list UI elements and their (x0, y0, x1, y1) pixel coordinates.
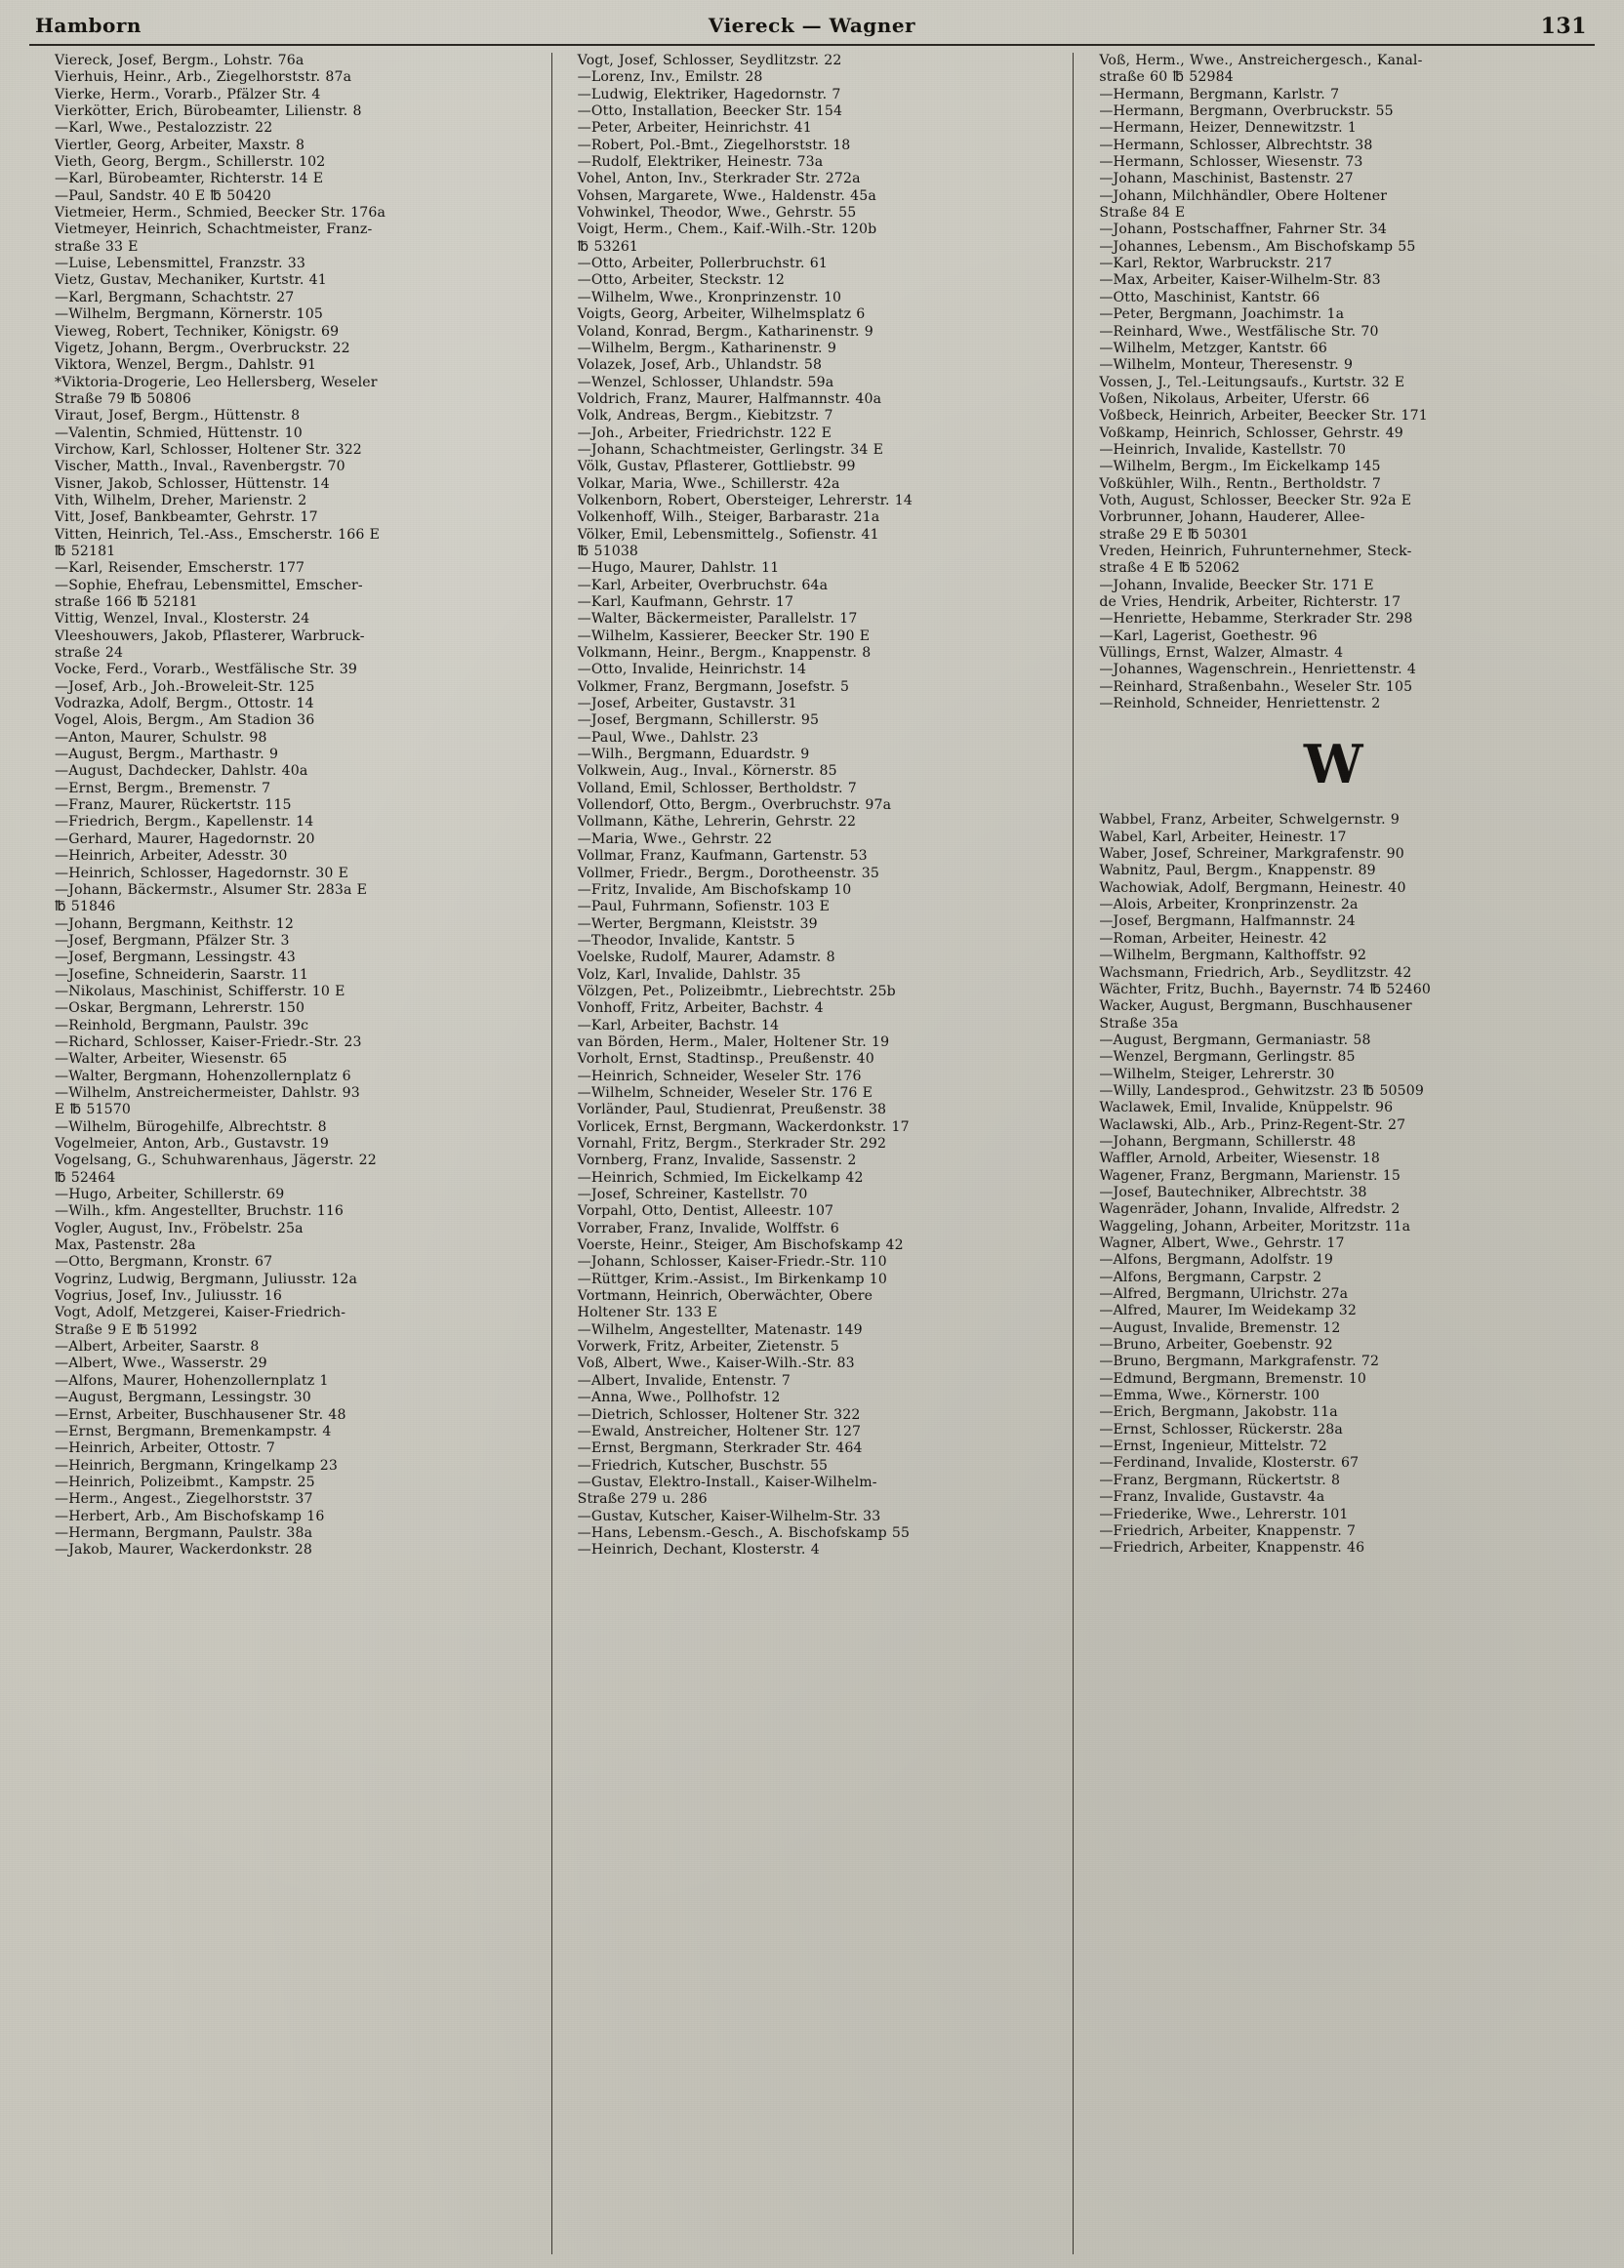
directory-entry: —Friederike, Wwe., Lehrerstr. 101 (1099, 1506, 1349, 1522)
directory-entry: Volkar, Maria, Wwe., Schillerstr. 42a (577, 475, 840, 492)
directory-entry: —Wilhelm, Kassierer, Beecker Str. 190 E (577, 628, 871, 644)
directory-entry: —Ewald, Anstreicher, Holtener Str. 127 (577, 1423, 862, 1439)
directory-entry: Vietmeyer, Heinrich, Schachtmeister, Franz- (55, 222, 373, 238)
directory-entry: —Albert, Arbeiter, Saarstr. 8 (55, 1339, 260, 1356)
directory-entry: Vollendorf, Otto, Bergm., Overbruchstr. 97a (577, 797, 892, 814)
directory-columns (29, 53, 1595, 2254)
directory-entry: —Luise, Lebensmittel, Franzstr. 33 (55, 256, 305, 272)
directory-entry: Voldrich, Franz, Maurer, Halfmannstr. 40a (577, 390, 882, 407)
directory-entry: —Edmund, Bergmann, Bremenstr. 10 (1099, 1370, 1367, 1387)
directory-entry: ℔ 51846 (55, 899, 116, 915)
directory-entry: Volazek, Josef, Arb., Uhlandstr. 58 (577, 357, 823, 374)
directory-entry: Straße 9 E ℔ 51992 (55, 1321, 198, 1338)
directory-entry: Vogrinz, Ludwig, Bergmann, Juliusstr. 12a (55, 1271, 358, 1287)
directory-entry: —Otto, Maschinist, Kantstr. 66 (1099, 289, 1320, 305)
directory-entry: Vogelsang, G., Schuhwarenhaus, Jägerstr. 22 (55, 1153, 377, 1169)
directory-entry: Viertler, Georg, Arbeiter, Maxstr. 8 (55, 137, 305, 153)
directory-entry: Wachowiak, Adolf, Bergmann, Heinestr. 40 (1099, 879, 1406, 896)
directory-column-1 (29, 53, 551, 2254)
page-header (29, 14, 1595, 47)
directory-entry: —Otto, Installation, Beecker Str. 154 (577, 103, 843, 120)
directory-entry: Vith, Wilhelm, Dreher, Marienstr. 2 (55, 492, 307, 508)
directory-entry: Vierke, Herm., Vorarb., Pfälzer Str. 4 (55, 86, 321, 102)
directory-entry: Vierhuis, Heinr., Arb., Ziegelhorststr. 87a (55, 69, 352, 86)
directory-entry: Wabnitz, Paul, Bergm., Knappenstr. 89 (1099, 863, 1376, 879)
directory-entry: —Lorenz, Inv., Emilstr. 28 (577, 69, 763, 86)
directory-entry: ℔ 52464 (55, 1169, 116, 1186)
directory-entry: —Nikolaus, Maschinist, Schifferstr. 10 E (55, 983, 345, 999)
directory-entry: —Albert, Invalide, Entenstr. 7 (577, 1372, 791, 1389)
directory-entry: Vogel, Alois, Bergm., Am Stadion 36 (55, 712, 315, 729)
page-content (29, 14, 1595, 2254)
directory-entry: Wabel, Karl, Arbeiter, Heinestr. 17 (1099, 829, 1347, 845)
directory-entry: —Heinrich, Schmied, Im Eickelkamp 42 (577, 1169, 864, 1186)
directory-entry: —Karl, Rektor, Warbruckstr. 217 (1099, 256, 1333, 272)
directory-entry: Voigts, Georg, Arbeiter, Wilhelmsplatz 6 (577, 306, 866, 323)
directory-entry: —Wilhelm, Steiger, Lehrerstr. 30 (1099, 1066, 1335, 1082)
directory-entry: —Ludwig, Elektriker, Hagedornstr. 7 (577, 86, 841, 102)
directory-entry: —Josef, Arbeiter, Gustavstr. 31 (577, 696, 797, 712)
directory-entry: Vogt, Adolf, Metzgerei, Kaiser-Friedrich- (55, 1305, 346, 1321)
directory-entry: Straße 35a (1099, 1015, 1179, 1032)
directory-entry: straße 24 (55, 645, 124, 662)
directory-entry: —Wenzel, Schlosser, Uhlandstr. 59a (577, 374, 834, 390)
directory-entry: —Wilhelm, Bergmann, Kalthoffstr. 92 (1099, 948, 1367, 964)
directory-entry: —Robert, Pol.-Bmt., Ziegelhorststr. 18 (577, 137, 851, 153)
directory-entry: Voerste, Heinr., Steiger, Am Bischofskamp 42 (577, 1237, 904, 1254)
directory-entry: —Franz, Invalide, Gustavstr. 4a (1099, 1489, 1325, 1506)
directory-column-3 (1073, 53, 1595, 2254)
directory-entry: —Johann, Schachtmeister, Gerlingstr. 34 E (577, 441, 884, 458)
directory-entry: Straße 279 u. 286 (577, 1491, 708, 1508)
directory-entry: Volkwein, Aug., Inval., Körnerstr. 85 (577, 763, 837, 780)
header-left-label: Hamborn (35, 14, 142, 37)
directory-entry: —Willy, Landesprod., Gehwitzstr. 23 ℔ 50509 (1099, 1082, 1424, 1099)
directory-entry: —Wilhelm, Anstreichermeister, Dahlstr. 93 (55, 1084, 360, 1101)
directory-entry: Waffler, Arnold, Arbeiter, Wiesenstr. 18 (1099, 1151, 1381, 1167)
directory-entry: —Wilhelm, Bergm., Im Eickelkamp 145 (1099, 459, 1381, 475)
directory-entry: Volkenhoff, Wilh., Steiger, Barbarastr. 21a (577, 509, 880, 526)
directory-entry: —Otto, Arbeiter, Steckstr. 12 (577, 272, 785, 289)
directory-entry: —Johann, Bergmann, Schillerstr. 48 (1099, 1133, 1357, 1150)
directory-entry: Vornahl, Fritz, Bergm., Sterkrader Str. 292 (577, 1136, 887, 1152)
directory-entry: Voßkühler, Wilh., Rentn., Bertholdstr. 7 (1099, 475, 1381, 492)
directory-entry: Voth, August, Schlosser, Beecker Str. 92a E (1099, 492, 1412, 508)
directory-entry: —Heinrich, Arbeiter, Ottostr. 7 (55, 1440, 275, 1457)
directory-entry: —Ernst, Bergmann, Sterkrader Str. 464 (577, 1440, 863, 1457)
directory-entry: Vorlicek, Ernst, Bergmann, Wackerdonkstr. 17 (577, 1118, 910, 1135)
directory-entry: —Alfons, Maurer, Hohenzollernplatz 1 (55, 1372, 329, 1389)
directory-entry: —Wilhelm, Angestellter, Matenastr. 149 (577, 1321, 863, 1338)
directory-entry: —Oskar, Bergmann, Lehrerstr. 150 (55, 1000, 305, 1017)
directory-entry: Viktora, Wenzel, Bergm., Dahlstr. 91 (55, 357, 317, 374)
directory-entry: —Herm., Angest., Ziegelhorststr. 37 (55, 1491, 313, 1508)
directory-entry: Wagenräder, Johann, Invalide, Alfredstr. 2 (1099, 1201, 1401, 1218)
directory-entry: —Josef, Schreiner, Kastellstr. 70 (577, 1187, 808, 1203)
directory-entry: —Ernst, Ingenieur, Mittelstr. 72 (1099, 1438, 1327, 1455)
directory-entry: Vleeshouwers, Jakob, Pflasterer, Warbruck- (55, 628, 365, 644)
directory-entry: Voß, Albert, Wwe., Kaiser-Wilh.-Str. 83 (577, 1356, 855, 1372)
directory-entry: —Ernst, Arbeiter, Buschhausener Str. 48 (55, 1406, 346, 1423)
directory-entry: —Anton, Maurer, Schulstr. 98 (55, 729, 267, 746)
directory-entry: Vocke, Ferd., Vorarb., Westfälische Str. 39 (55, 662, 357, 678)
directory-entry: —Johann, Invalide, Beecker Str. 171 E (1099, 577, 1374, 593)
directory-entry: —Max, Arbeiter, Kaiser-Wilhelm-Str. 83 (1099, 272, 1381, 289)
directory-entry: —Friedrich, Arbeiter, Knappenstr. 7 (1099, 1522, 1357, 1539)
directory-entry: —Heinrich, Arbeiter, Adesstr. 30 (55, 848, 288, 865)
directory-entry: —Franz, Maurer, Rückertstr. 115 (55, 797, 292, 814)
directory-entry: Vollmer, Friedr., Bergm., Dorotheenstr. 35 (577, 865, 879, 881)
directory-entry: Vodrazka, Adolf, Bergm., Ottostr. 14 (55, 696, 314, 712)
directory-entry: de Vries, Hendrik, Arbeiter, Richterstr. 17 (1099, 594, 1401, 610)
directory-entry: Holtener Str. 133 E (577, 1305, 718, 1321)
directory-entry: —Paul, Fuhrmann, Sofienstr. 103 E (577, 899, 831, 915)
directory-entry: —Alois, Arbeiter, Kronprinzenstr. 2a (1099, 897, 1359, 913)
directory-entry: straße 33 E (55, 238, 139, 255)
page-number: 131 (1540, 14, 1587, 39)
directory-entry: Vohsen, Margarete, Wwe., Haldenstr. 45a (577, 187, 876, 204)
directory-entry: —Heinrich, Invalide, Kastellstr. 70 (1099, 441, 1347, 458)
directory-entry: —Heinrich, Dechant, Klosterstr. 4 (577, 1542, 820, 1559)
directory-entry: —Johannes, Lebensm., Am Bischofskamp 55 (1099, 238, 1416, 255)
directory-entry: —August, Dachdecker, Dahlstr. 40a (55, 763, 308, 780)
directory-entry: —Dietrich, Schlosser, Holtener Str. 322 (577, 1406, 861, 1423)
directory-entry: straße 60 ℔ 52984 (1099, 69, 1234, 86)
directory-entry: —Albert, Wwe., Wasserstr. 29 (55, 1356, 267, 1372)
directory-entry: —Sophie, Ehefrau, Lebensmittel, Emscher- (55, 577, 363, 593)
directory-entry: Wabbel, Franz, Arbeiter, Schwelgernstr. 9 (1099, 812, 1401, 829)
directory-entry: —Wilhelm, Schneider, Weseler Str. 176 E (577, 1084, 873, 1101)
directory-entry: —Walter, Bergmann, Hohenzollernplatz 6 (55, 1068, 351, 1084)
directory-entry: —Reinhold, Bergmann, Paulstr. 39c (55, 1017, 309, 1033)
directory-entry: —Karl, Bergmann, Schachtstr. 27 (55, 289, 295, 305)
directory-entry: —Wilhelm, Bürogehilfe, Albrechtstr. 8 (55, 1118, 327, 1135)
directory-entry: —Otto, Bergmann, Kronstr. 67 (55, 1254, 273, 1271)
directory-entry: —Heinrich, Schlosser, Hagedornstr. 30 E (55, 865, 349, 881)
directory-entry: —Ernst, Bergmann, Bremenkampstr. 4 (55, 1423, 332, 1439)
directory-entry: —Hugo, Arbeiter, Schillerstr. 69 (55, 1187, 285, 1203)
directory-entry: —Gerhard, Maurer, Hagedornstr. 20 (55, 830, 315, 847)
directory-entry: Vogt, Josef, Schlosser, Seydlitzstr. 22 (577, 53, 842, 68)
directory-entry: —Wilhelm, Bergm., Katharinenstr. 9 (577, 340, 836, 356)
directory-entry: —Josef, Bergmann, Lessingstr. 43 (55, 950, 296, 966)
directory-entry: Vreden, Heinrich, Fuhrunternehmer, Steck- (1099, 543, 1412, 559)
directory-entry: Vornberg, Franz, Invalide, Sassenstr. 2 (577, 1153, 857, 1169)
directory-entry: —Heinrich, Polizeibmt., Kampstr. 25 (55, 1474, 315, 1490)
directory-entry: —August, Bergm., Marthastr. 9 (55, 747, 279, 763)
directory-entry: Waclawski, Alb., Arb., Prinz-Regent-Str. 27 (1099, 1116, 1406, 1133)
directory-entry: Volz, Karl, Invalide, Dahlstr. 35 (577, 966, 801, 983)
directory-entry: ℔ 51038 (577, 543, 639, 559)
directory-entry: —Karl, Kaufmann, Gehrstr. 17 (577, 594, 794, 610)
directory-entry: Volland, Emil, Schlosser, Bertholdstr. 7 (577, 780, 857, 796)
directory-entry: —Gustav, Kutscher, Kaiser-Wilhelm-Str. 33 (577, 1508, 881, 1524)
directory-entry: Vorländer, Paul, Studienrat, Preußenstr. 38 (577, 1102, 887, 1118)
directory-entry: —Maria, Wwe., Gehrstr. 22 (577, 830, 773, 847)
directory-entry: —Wilh., Bergmann, Eduardstr. 9 (577, 747, 810, 763)
directory-entry: —Paul, Wwe., Dahlstr. 23 (577, 729, 759, 746)
directory-entry: Vortmann, Heinrich, Oberwächter, Obere (577, 1288, 873, 1305)
directory-entry: —Josef, Bergmann, Pfälzer Str. 3 (55, 932, 290, 949)
directory-entry: —Hermann, Heizer, Dennewitzstr. 1 (1099, 120, 1357, 137)
directory-entry: —Johann, Maschinist, Bastenstr. 27 (1099, 171, 1354, 187)
directory-entry: straße 29 E ℔ 50301 (1099, 526, 1249, 543)
directory-entry: —Otto, Arbeiter, Pollerbruchstr. 61 (577, 256, 829, 272)
directory-entry: —Wilhelm, Wwe., Kronprinzenstr. 10 (577, 289, 842, 305)
directory-entry: straße 4 E ℔ 52062 (1099, 560, 1240, 577)
directory-entry: —Alfons, Bergmann, Carpstr. 2 (1099, 1269, 1322, 1285)
directory-entry: —Walter, Arbeiter, Wiesenstr. 65 (55, 1051, 288, 1068)
directory-entry: Vietz, Gustav, Mechaniker, Kurtstr. 41 (55, 272, 327, 289)
directory-entry: —Rudolf, Elektriker, Heinestr. 73a (577, 154, 824, 171)
directory-entry: Waggeling, Johann, Arbeiter, Moritzstr. 11a (1099, 1218, 1411, 1235)
directory-entry: —Herbert, Arb., Am Bischofskamp 16 (55, 1508, 325, 1524)
directory-entry: Vollmar, Franz, Kaufmann, Gartenstr. 53 (577, 848, 868, 865)
directory-entry: Voigt, Herm., Chem., Kaif.-Wilh.-Str. 120b (577, 222, 877, 238)
directory-entry: —Karl, Bürobeamter, Richterstr. 14 E (55, 171, 324, 187)
directory-entry: —Hermann, Bergmann, Karlstr. 7 (1099, 86, 1340, 102)
directory-entry: Voß, Herm., Wwe., Anstreichergesch., Kanal- (1099, 53, 1423, 68)
directory-entry: —Hermann, Schlosser, Wiesenstr. 73 (1099, 154, 1363, 171)
directory-entry: —Ferdinand, Invalide, Klosterstr. 67 (1099, 1455, 1360, 1472)
directory-entry: —Friedrich, Bergm., Kapellenstr. 14 (55, 814, 314, 830)
directory-entry: —Josef, Arb., Joh.-Broweleit-Str. 125 (55, 678, 315, 695)
directory-entry: Vollmann, Käthe, Lehrerin, Gehrstr. 22 (577, 814, 857, 830)
directory-entry: Vigetz, Johann, Bergm., Overbruckstr. 22 (55, 340, 350, 356)
directory-entry: Volk, Andreas, Bergm., Kiebitzstr. 7 (577, 408, 833, 425)
directory-entry: E ℔ 51570 (55, 1102, 131, 1118)
directory-entry: Viraut, Josef, Bergm., Hüttenstr. 8 (55, 408, 301, 425)
directory-entry: Virchow, Karl, Schlosser, Holtener Str. 322 (55, 441, 362, 458)
directory-entry: —August, Invalide, Bremenstr. 12 (1099, 1319, 1341, 1336)
directory-entry: —Otto, Invalide, Heinrichstr. 14 (577, 662, 807, 678)
directory-entry: Vossen, J., Tel.-Leitungsaufs., Kurtstr. 32 E (1099, 374, 1405, 390)
header-center-label: Viereck — Wagner (708, 14, 916, 37)
directory-entry: Vorraber, Franz, Invalide, Wolffstr. 6 (577, 1220, 839, 1236)
directory-entry: —Hans, Lebensm.-Gesch., A. Bischofskamp 55 (577, 1524, 911, 1541)
directory-entry: —Hermann, Bergmann, Overbruckstr. 55 (1099, 103, 1394, 120)
directory-entry: —Friedrich, Arbeiter, Knappenstr. 46 (1099, 1540, 1365, 1557)
directory-entry: Vittig, Wenzel, Inval., Klosterstr. 24 (55, 611, 310, 628)
directory-entry: —August, Bergmann, Germaniastr. 58 (1099, 1032, 1371, 1048)
directory-entry: —Karl, Arbeiter, Overbruchstr. 64a (577, 577, 829, 593)
directory-entry: —Peter, Bergmann, Joachimstr. 1a (1099, 306, 1345, 323)
directory-entry: —Ernst, Schlosser, Rückerstr. 28a (1099, 1421, 1343, 1438)
directory-entry: —Walter, Bäckermeister, Parallelstr. 17 (577, 611, 858, 628)
directory-entry: Wächter, Fritz, Buchh., Bayernstr. 74 ℔ 52460 (1099, 981, 1432, 997)
directory-entry: —Karl, Reisender, Emscherstr. 177 (55, 560, 305, 577)
directory-entry: Völker, Emil, Lebensmittelg., Sofienstr. 41 (577, 526, 879, 543)
directory-entry: —Wilhelm, Bergmann, Körnerstr. 105 (55, 306, 324, 323)
header-rule (29, 44, 1595, 46)
directory-entry: Voelske, Rudolf, Maurer, Adamstr. 8 (577, 950, 835, 966)
directory-entry: Vitt, Josef, Bankbeamter, Gehrstr. 17 (55, 509, 318, 526)
directory-entry: —Jakob, Maurer, Wackerdonkstr. 28 (55, 1542, 313, 1559)
directory-entry: —Karl, Arbeiter, Bachstr. 14 (577, 1017, 780, 1033)
directory-entry: —Wenzel, Bergmann, Gerlingstr. 85 (1099, 1049, 1356, 1066)
directory-entry: van Börden, Herm., Maler, Holtener Str. 19 (577, 1033, 890, 1050)
directory-entry: —Johann, Bäckermstr., Alsumer Str. 283a E (55, 881, 368, 898)
directory-entry: —Henriette, Hebamme, Sterkrader Str. 298 (1099, 611, 1413, 628)
directory-entry: —Josef, Bergmann, Halfmannstr. 24 (1099, 913, 1356, 930)
directory-entry: —Johann, Schlosser, Kaiser-Friedr.-Str. 110 (577, 1254, 887, 1271)
section-letter-heading: W (1303, 733, 1363, 796)
directory-entry: straße 166 ℔ 52181 (55, 594, 198, 610)
directory-entry: Völk, Gustav, Pflasterer, Gottliebstr. 99 (577, 459, 856, 475)
directory-entry: —Karl, Wwe., Pestalozzistr. 22 (55, 120, 273, 137)
directory-entry: —Josef, Bergmann, Schillerstr. 95 (577, 712, 820, 729)
directory-entry: —Hermann, Schlosser, Albrechtstr. 38 (1099, 137, 1373, 153)
directory-entry: —Franz, Bergmann, Rückertstr. 8 (1099, 1472, 1341, 1488)
directory-entry: —Friedrich, Kutscher, Buschstr. 55 (577, 1457, 829, 1474)
directory-entry: —Reinhard, Straßenbahn., Weseler Str. 105 (1099, 678, 1413, 695)
directory-entry: Vischer, Matth., Inval., Ravenbergstr. 70 (55, 459, 345, 475)
directory-entry: —Richard, Schlosser, Kaiser-Friedr.-Str. 23 (55, 1033, 362, 1050)
directory-entry: Max, Pastenstr. 28a (55, 1237, 196, 1254)
directory-entry: Volkmer, Franz, Bergmann, Josefstr. 5 (577, 678, 850, 695)
directory-entry: —Alfons, Bergmann, Adolfstr. 19 (1099, 1252, 1333, 1269)
directory-entry: Voßbeck, Heinrich, Arbeiter, Beecker Str. 171 (1099, 408, 1428, 425)
directory-entry: Vitten, Heinrich, Tel.-Ass., Emscherstr. 166 E (55, 526, 381, 543)
directory-entry: —Wilhelm, Metzger, Kantstr. 66 (1099, 340, 1327, 356)
directory-entry: ℔ 53261 (577, 238, 639, 255)
directory-entry: Vonhoff, Fritz, Arbeiter, Bachstr. 4 (577, 1000, 824, 1017)
directory-entry: Vorholt, Ernst, Stadtinsp., Preußenstr. 40 (577, 1051, 874, 1068)
directory-entry: Straße 79 ℔ 50806 (55, 390, 191, 407)
directory-entry: —Peter, Arbeiter, Heinrichstr. 41 (577, 120, 812, 137)
directory-entry: *Viktoria-Drogerie, Leo Hellersberg, Weseler (55, 374, 378, 390)
directory-entry: —Bruno, Bergmann, Markgrafenstr. 72 (1099, 1354, 1380, 1370)
directory-entry: —Karl, Lagerist, Goethestr. 96 (1099, 628, 1318, 644)
directory-entry: —Johann, Bergmann, Keithstr. 12 (55, 915, 295, 932)
directory-entry: Vorwerk, Fritz, Arbeiter, Zietenstr. 5 (577, 1339, 839, 1356)
directory-entry: —Emma, Wwe., Körnerstr. 100 (1099, 1388, 1320, 1404)
directory-entry: —Werter, Bergmann, Kleiststr. 39 (577, 915, 818, 932)
directory-entry: Vieweg, Robert, Techniker, Königstr. 69 (55, 323, 340, 340)
directory-entry: Voßkamp, Heinrich, Schlosser, Gehrstr. 49 (1099, 425, 1403, 441)
directory-entry: ℔ 52181 (55, 543, 116, 559)
directory-entry: Visner, Jakob, Schlosser, Hüttenstr. 14 (55, 475, 330, 492)
directory-entry: Volkmann, Heinr., Bergm., Knappenstr. 8 (577, 645, 872, 662)
directory-entry: Vogrius, Josef, Inv., Juliusstr. 16 (55, 1288, 282, 1305)
directory-entry: —Joh., Arbeiter, Friedrichstr. 122 E (577, 425, 832, 441)
directory-entry: Vietmeier, Herm., Schmied, Beecker Str. 176a (55, 205, 386, 222)
directory-entry: —Hermann, Bergmann, Paulstr. 38a (55, 1524, 313, 1541)
directory-entry: —Roman, Arbeiter, Heinestr. 42 (1099, 930, 1327, 947)
directory-entry: Vogler, August, Inv., Fröbelstr. 25a (55, 1220, 304, 1236)
directory-entry: —Josef, Bautechniker, Albrechtstr. 38 (1099, 1184, 1367, 1200)
directory-entry: —Fritz, Invalide, Am Bischofskamp 10 (577, 881, 852, 898)
directory-entry: Vohwinkel, Theodor, Wwe., Gehrstr. 55 (577, 205, 857, 222)
directory-entry: —Ernst, Bergm., Bremenstr. 7 (55, 780, 271, 796)
directory-entry: —Reinhold, Schneider, Henriettenstr. 2 (1099, 696, 1381, 712)
directory-entry: Vieth, Georg, Bergm., Schillerstr. 102 (55, 154, 326, 171)
directory-entry: —Wilhelm, Monteur, Theresenstr. 9 (1099, 357, 1354, 374)
directory-entry: Vierkötter, Erich, Bürobeamter, Lilienstr. 8 (55, 103, 362, 120)
directory-entry: —Hugo, Maurer, Dahlstr. 11 (577, 560, 780, 577)
directory-entry: Wagener, Franz, Bergmann, Marienstr. 15 (1099, 1167, 1401, 1184)
directory-entry: Voland, Konrad, Bergm., Katharinenstr. 9 (577, 323, 873, 340)
directory-entry: —Wilh., kfm. Angestellter, Bruchstr. 116 (55, 1203, 345, 1220)
directory-entry: —Josefine, Schneiderin, Saarstr. 11 (55, 966, 309, 983)
directory-entry: —Bruno, Arbeiter, Goebenstr. 92 (1099, 1337, 1333, 1354)
directory-entry: Voßen, Nikolaus, Arbeiter, Uferstr. 66 (1099, 390, 1370, 407)
directory-entry: —Gustav, Elektro-Install., Kaiser-Wilhelm- (577, 1474, 877, 1490)
directory-entry: —Theodor, Invalide, Kantstr. 5 (577, 932, 795, 949)
directory-entry: —Johannes, Wagenschrein., Henriettenstr. 4 (1099, 662, 1416, 678)
directory-entry: —Johann, Milchhändler, Obere Holtener (1099, 187, 1388, 204)
directory-entry: —Erich, Bergmann, Jakobstr. 11a (1099, 1404, 1338, 1421)
directory-entry: Volkenborn, Robert, Obersteiger, Lehrerstr. 14 (577, 492, 913, 508)
directory-entry: —Paul, Sandstr. 40 E ℔ 50420 (55, 187, 271, 204)
directory-column-2 (551, 53, 1074, 2254)
directory-entry: —Heinrich, Bergmann, Kringelkamp 23 (55, 1457, 339, 1474)
directory-entry: —Anna, Wwe., Pollhofstr. 12 (577, 1390, 781, 1406)
directory-entry: Straße 84 E (1099, 205, 1186, 222)
directory-entry: Viereck, Josef, Bergm., Lohstr. 76a (55, 53, 304, 68)
directory-entry: Vogelmeier, Anton, Arb., Gustavstr. 19 (55, 1136, 330, 1152)
directory-entry: Waber, Josef, Schreiner, Markgrafenstr. 90 (1099, 846, 1404, 863)
directory-entry: Waclawek, Emil, Invalide, Knüppelstr. 96 (1099, 1100, 1394, 1116)
directory-entry: Wachsmann, Friedrich, Arb., Seydlitzstr. 42 (1099, 964, 1412, 981)
directory-entry: —August, Bergmann, Lessingstr. 30 (55, 1390, 311, 1406)
directory-entry: Vüllings, Ernst, Walzer, Almastr. 4 (1099, 645, 1344, 662)
directory-entry: —Heinrich, Schneider, Weseler Str. 176 (577, 1068, 862, 1084)
directory-entry: Wacker, August, Bergmann, Buschhausener (1099, 998, 1412, 1015)
directory-entry: Vohel, Anton, Inv., Sterkrader Str. 272a (577, 171, 861, 187)
directory-entry: —Rüttger, Krim.-Assist., Im Birkenkamp 10 (577, 1271, 888, 1287)
directory-entry: —Alfred, Maurer, Im Weidekamp 32 (1099, 1303, 1358, 1319)
directory-entry: Vorbrunner, Johann, Hauderer, Allee- (1099, 509, 1365, 526)
directory-entry: Vorpahl, Otto, Dentist, Alleestr. 107 (577, 1203, 834, 1220)
directory-entry: —Johann, Postschaffner, Fahrner Str. 34 (1099, 222, 1387, 238)
directory-entry: Völzgen, Pet., Polizeibmtr., Liebrechtstr. 25b (577, 983, 896, 999)
directory-entry: —Alfred, Bergmann, Ulrichstr. 27a (1099, 1286, 1349, 1303)
directory-entry: —Reinhard, Wwe., Westfälische Str. 70 (1099, 323, 1379, 340)
directory-entry: —Valentin, Schmied, Hüttenstr. 10 (55, 425, 303, 441)
directory-entry: Wagner, Albert, Wwe., Gehrstr. 17 (1099, 1235, 1345, 1251)
